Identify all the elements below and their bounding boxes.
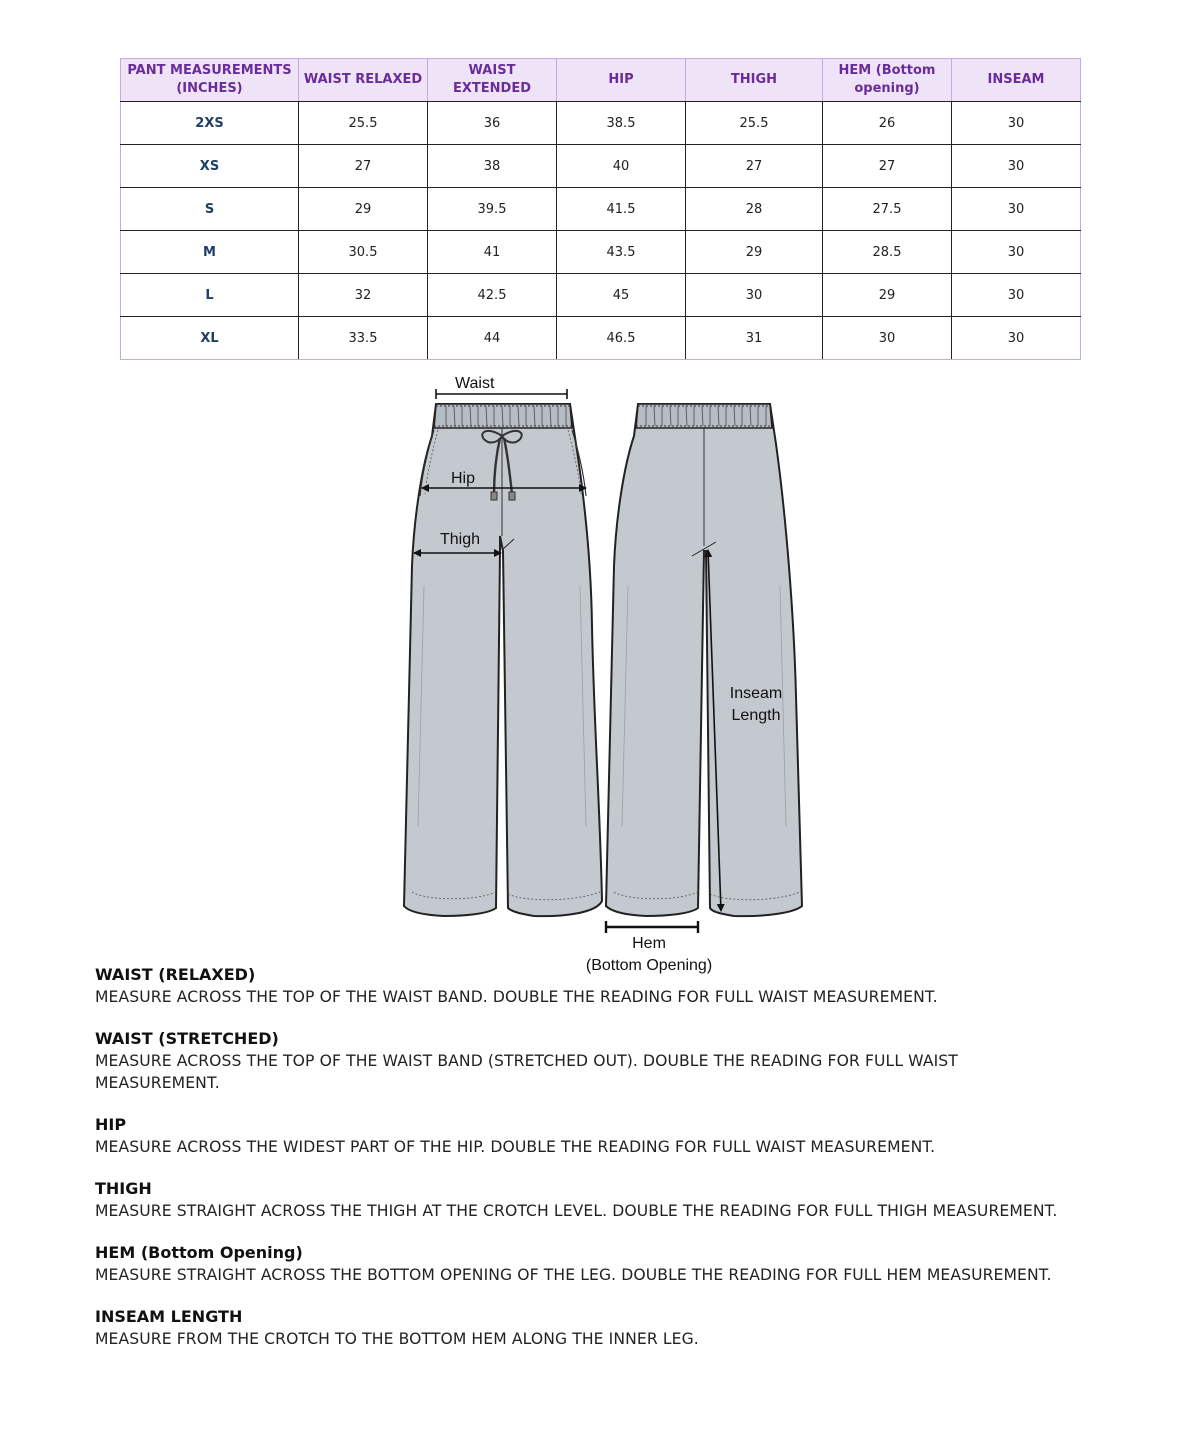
guide-item-waist-relaxed [95,964,1115,1008]
header-inseam: INSEAM [952,59,1081,102]
guide-title: HIP [95,1115,127,1134]
table-cell: 36 [428,102,557,145]
table-row [121,317,1081,360]
guide-item-hip [95,1114,1115,1158]
guide-description: MEASURE STRAIGHT ACROSS THE BOTTOM OPENING OF THE LEG. DOUBLE THE READING FOR FULL HEM MEASUREMENT. [95,1266,1052,1284]
table-cell: 29 [823,274,952,317]
hem-label-line2: (Bottom Opening) [585,957,713,974]
table-cell: 30 [823,317,952,360]
thigh-label: Thigh [440,531,481,548]
guide-title: INSEAM LENGTH [95,1307,243,1326]
guide-item-waist-stretched [95,1028,1115,1094]
table-row [121,274,1081,317]
guide-description: MEASURE ACROSS THE TOP OF THE WAIST BAND (STRETCHED OUT). DOUBLE THE READING FOR FULL WAIST MEASUREMENT. [95,1052,958,1092]
header-thigh: THIGH [686,59,823,102]
measurement-guide [95,964,1115,1370]
header-hem: HEM (Bottom opening) [823,59,952,102]
guide-description: MEASURE STRAIGHT ACROSS THE THIGH AT THE CROTCH LEVEL. DOUBLE THE READING FOR FULL THIGH MEASUREMENT. [95,1202,1058,1220]
size-label: M [121,231,299,274]
table-cell: 25.5 [686,102,823,145]
table-cell: 39.5 [428,188,557,231]
guide-title: WAIST (RELAXED) [95,965,256,984]
table-cell: 30 [952,317,1081,360]
table-cell: 30 [686,274,823,317]
pants-illustration [384,366,816,982]
guide-item-hem [95,1242,1115,1286]
table-cell: 33.5 [299,317,428,360]
hip-label: Hip [451,470,476,487]
table-cell: 44 [428,317,557,360]
table-cell: 27.5 [823,188,952,231]
table-cell: 27 [686,145,823,188]
table-header-row [121,59,1081,102]
table-cell: 32 [299,274,428,317]
table-cell: 38.5 [557,102,686,145]
header-waist-extended: WAIST EXTENDED [428,59,557,102]
guide-title: THIGH [95,1179,152,1198]
table-cell: 41.5 [557,188,686,231]
table-cell: 30 [952,231,1081,274]
guide-description: MEASURE ACROSS THE WIDEST PART OF THE HIP. DOUBLE THE READING FOR FULL WAIST MEASUREMENT. [95,1138,936,1156]
table-cell: 45 [557,274,686,317]
table-cell: 46.5 [557,317,686,360]
size-chart-table [120,58,1081,360]
back-view-pants [606,404,802,916]
guide-title: WAIST (STRETCHED) [95,1029,279,1048]
table-cell: 29 [299,188,428,231]
table-cell: 28.5 [823,231,952,274]
hem-measure-line [606,921,698,933]
guide-description: MEASURE ACROSS THE TOP OF THE WAIST BAND. DOUBLE THE READING FOR FULL WAIST MEASUREMENT. [95,988,938,1006]
table-cell: 30 [952,145,1081,188]
table-row [121,231,1081,274]
table-cell: 28 [686,188,823,231]
header-pant-measurements: PANT MEASUREMENTS (INCHES) [121,59,299,102]
table-cell: 40 [557,145,686,188]
inseam-label-line2: Length [731,707,781,724]
table-cell: 25.5 [299,102,428,145]
table-cell: 42.5 [428,274,557,317]
table-cell: 30.5 [299,231,428,274]
table-cell: 27 [823,145,952,188]
size-label: XS [121,145,299,188]
header-waist-relaxed: WAIST RELAXED [299,59,428,102]
table-cell: 31 [686,317,823,360]
size-label: XL [121,317,299,360]
table-cell: 29 [686,231,823,274]
inseam-label-line1: Inseam [729,685,783,702]
table-row [121,102,1081,145]
table-cell: 27 [299,145,428,188]
size-label: 2XS [121,102,299,145]
table-cell: 30 [952,274,1081,317]
size-label: L [121,274,299,317]
pants-measurement-diagram [384,366,816,982]
table-cell: 38 [428,145,557,188]
hem-label-line1: Hem [632,935,666,952]
size-label: S [121,188,299,231]
table-cell: 41 [428,231,557,274]
guide-item-thigh [95,1178,1115,1222]
guide-item-inseam-length [95,1306,1115,1350]
table-row [121,145,1081,188]
header-hip: HIP [557,59,686,102]
waist-label: Waist [455,375,495,392]
table-cell: 30 [952,102,1081,145]
table-cell: 30 [952,188,1081,231]
inseam-length-label [722,683,790,727]
front-view-pants [404,404,602,916]
table-cell: 43.5 [557,231,686,274]
guide-description: MEASURE FROM THE CROTCH TO THE BOTTOM HEM ALONG THE INNER LEG. [95,1330,699,1348]
table-cell: 26 [823,102,952,145]
table-row [121,188,1081,231]
guide-title: HEM (Bottom Opening) [95,1243,303,1262]
